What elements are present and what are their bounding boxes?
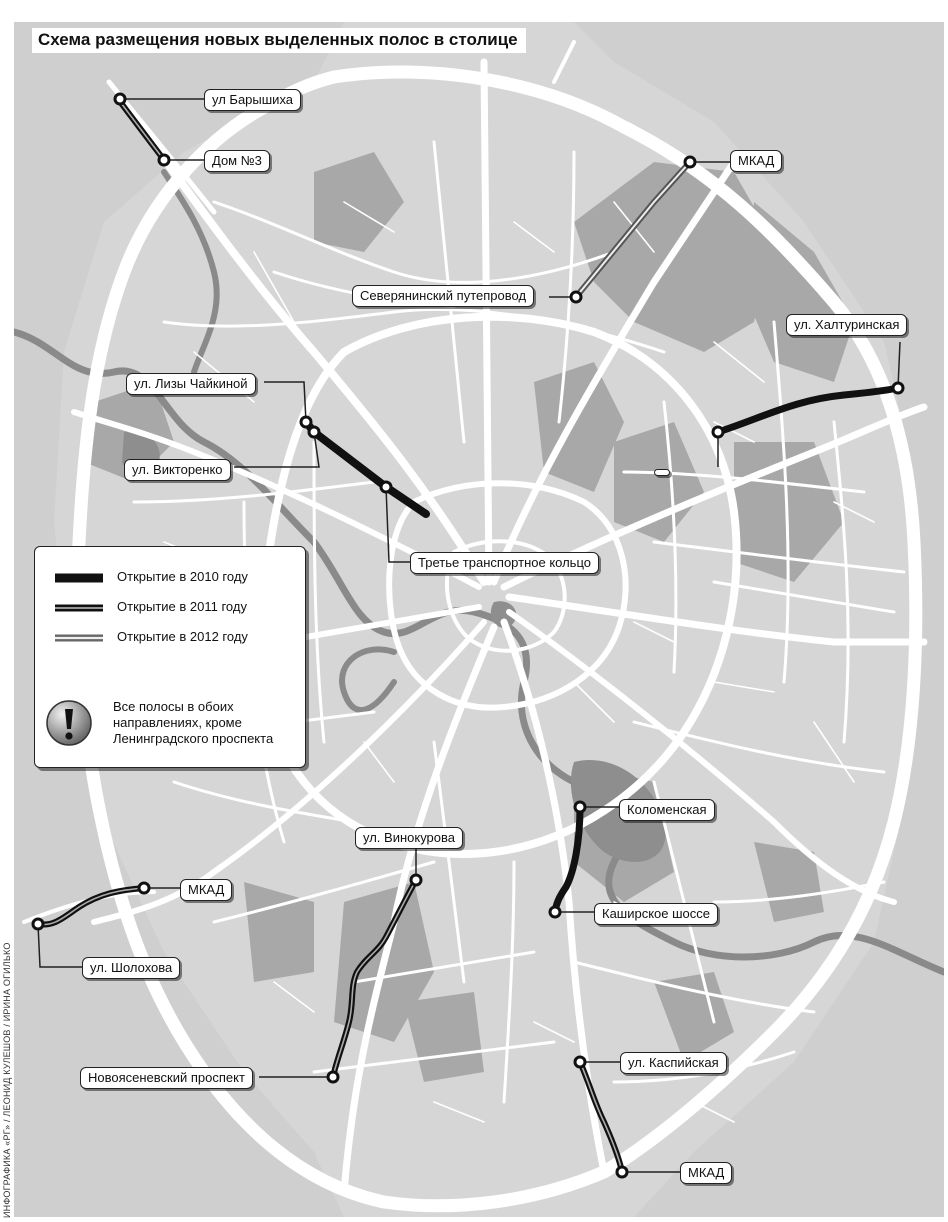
label-dom3: Дом №3 [204,150,270,172]
legend-label-2012: Открытие в 2012 году [117,629,248,644]
label-viktorenko: ул. Викторенко [124,459,231,481]
label-mkad-w: МКАД [180,879,232,901]
label-khabarovskaya [654,469,670,476]
label-kashirskoe: Каширское шоссе [594,903,718,925]
legend-label-2011: Открытие в 2011 году [117,599,247,614]
label-chaykina: ул. Лизы Чайкиной [126,373,256,395]
label-sholokhova: ул. Шолохова [82,957,180,979]
label-barysh: ул Барышиха [204,89,301,111]
map-title: Схема размещения новых выделенных полос в столице [32,28,526,53]
label-ttk: Третье транспортное кольцо [410,552,599,574]
exclamation-icon [45,699,93,747]
infographic-credit: ИНФОГРАФИКА «РГ» / ЛЕОНИД КУЛЕШОВ / ИРИНА ОГИЛЬКО [2,942,12,1218]
label-novoyasenevsky: Новоясеневский проспект [80,1067,253,1089]
legend-note: Все полосы в обоих направлениях, кроме Ленинградского проспекта [113,699,274,746]
legend [34,546,306,768]
legend-swatch-2011 [53,601,105,615]
label-vinokurova: ул. Винокурова [355,827,463,849]
label-severyaninsky: Северянинский путепровод [352,285,534,307]
label-mkad-s: МКАД [680,1162,732,1184]
label-kolomenskaya: Коломенская [619,799,715,821]
label-mkad-ne: МКАД [730,150,782,172]
legend-swatch-2012 [53,631,105,645]
legend-swatch-2010 [53,571,105,585]
label-khalturinskaya: ул. Халтуринская [786,314,907,336]
legend-label-2010: Открытие в 2010 году [117,569,248,584]
label-kaspiyskaya: ул. Каспийская [620,1052,727,1074]
